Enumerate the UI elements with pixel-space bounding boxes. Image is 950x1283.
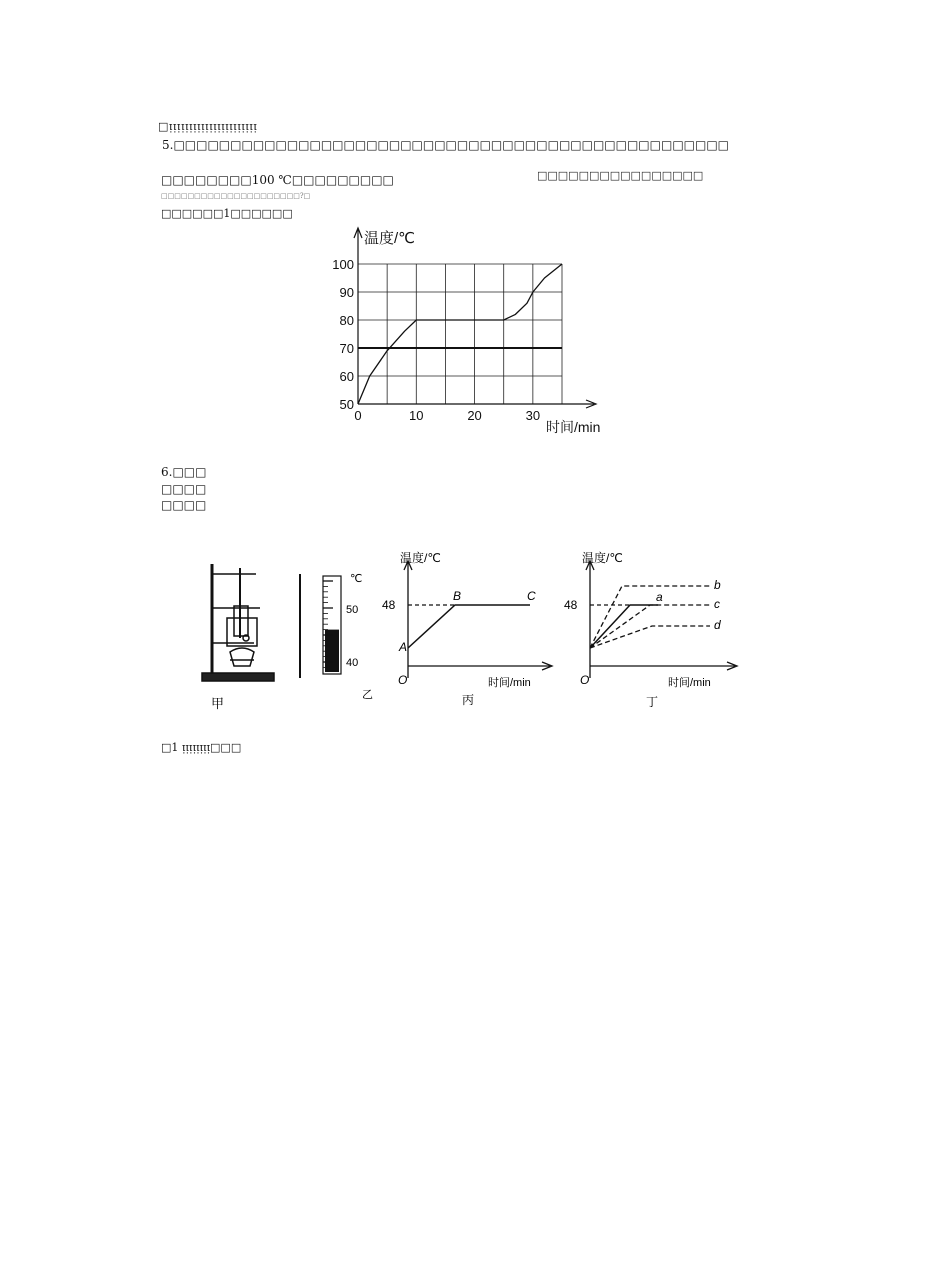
figures-svg	[190, 548, 750, 718]
temperature-series-line	[358, 264, 562, 404]
bing-point-a: A	[399, 640, 408, 654]
figure-yi-thermometer	[300, 574, 341, 678]
ding-line-d: d	[714, 618, 721, 632]
x-tick-label: 20	[467, 408, 482, 423]
question-6-figures	[190, 548, 750, 718]
bing-point-c: C	[527, 589, 536, 603]
thermometer-tick-50: 50	[346, 604, 359, 616]
question-5-text-2-right: □□□□□□□□□□□□□□□□	[537, 169, 704, 182]
question-5-text: 5.□□□□□□□□□□□□□□□□□□□□□□□□□□□□□□□□□□□□□□□□□□□□□□□□□	[162, 138, 730, 152]
y-tick-label: 80	[339, 313, 354, 328]
bing-point-b: B	[453, 589, 462, 603]
y-tick-label: 70	[339, 341, 354, 356]
y-axis-label: 温度/℃	[364, 230, 416, 247]
ding-y48: 48	[564, 598, 578, 612]
label-yi: 乙	[362, 689, 373, 701]
question-6-line-2: □□□□	[161, 482, 207, 496]
figure-jia-apparatus	[202, 564, 274, 681]
ding-line-a: a	[656, 590, 663, 604]
y-tick-label: 90	[339, 285, 354, 300]
y-tick-label: 50	[339, 397, 354, 412]
ding-line-b: b	[714, 578, 721, 592]
question-5-text-2: □□□□□□□□100 ℃□□□□□□□□□	[161, 173, 394, 187]
label-ding: 丁	[646, 695, 659, 709]
temperature-time-chart	[320, 222, 620, 442]
bing-origin: O	[398, 673, 408, 687]
label-bing: 丙	[462, 693, 475, 707]
question-6-line-3: □□□□	[161, 498, 207, 512]
text-line-1: □ᴉᴉᴉᴉᴉᴉᴉᴉᴉᴉᴉᴉᴉᴉᴉᴉᴉᴉᴉᴉᴉᴉ	[158, 120, 258, 133]
bing-xlabel: 时间/min	[488, 677, 531, 689]
bing-ylabel: 温度/℃	[400, 551, 441, 565]
y-tick-label: 60	[339, 369, 354, 384]
chart-svg	[320, 222, 620, 442]
ding-ylabel: 温度/℃	[582, 551, 623, 565]
ding-line-c: c	[714, 597, 720, 611]
ding-xlabel: 时间/min	[668, 677, 711, 689]
label-jia: 甲	[211, 696, 225, 711]
y-tick-label: 100	[332, 257, 354, 272]
thermometer-unit: ℃	[350, 573, 363, 585]
x-axis-label: 时间/min	[546, 419, 601, 435]
x-tick-label: 30	[525, 408, 541, 423]
question-5-sub: □□□□□□1□□□□□□	[161, 207, 293, 220]
bing-y48: 48	[382, 598, 396, 612]
thermometer-tick-40: 40	[346, 657, 359, 669]
x-tick-label: 10	[409, 408, 424, 423]
question-6-number: 6.□□□	[161, 465, 207, 479]
figure-bing-graph	[404, 561, 552, 678]
faint-text-line: □□□□□□□□□□□□□□□□□□□□□?□	[161, 192, 311, 200]
ding-origin: O	[580, 673, 590, 687]
question-6-part-1: □1 ᴉᴉᴉᴉᴉᴉᴉᴉ□□□	[161, 741, 242, 754]
x-tick-label: 0	[354, 408, 362, 423]
thermometer-mercury	[325, 630, 339, 672]
